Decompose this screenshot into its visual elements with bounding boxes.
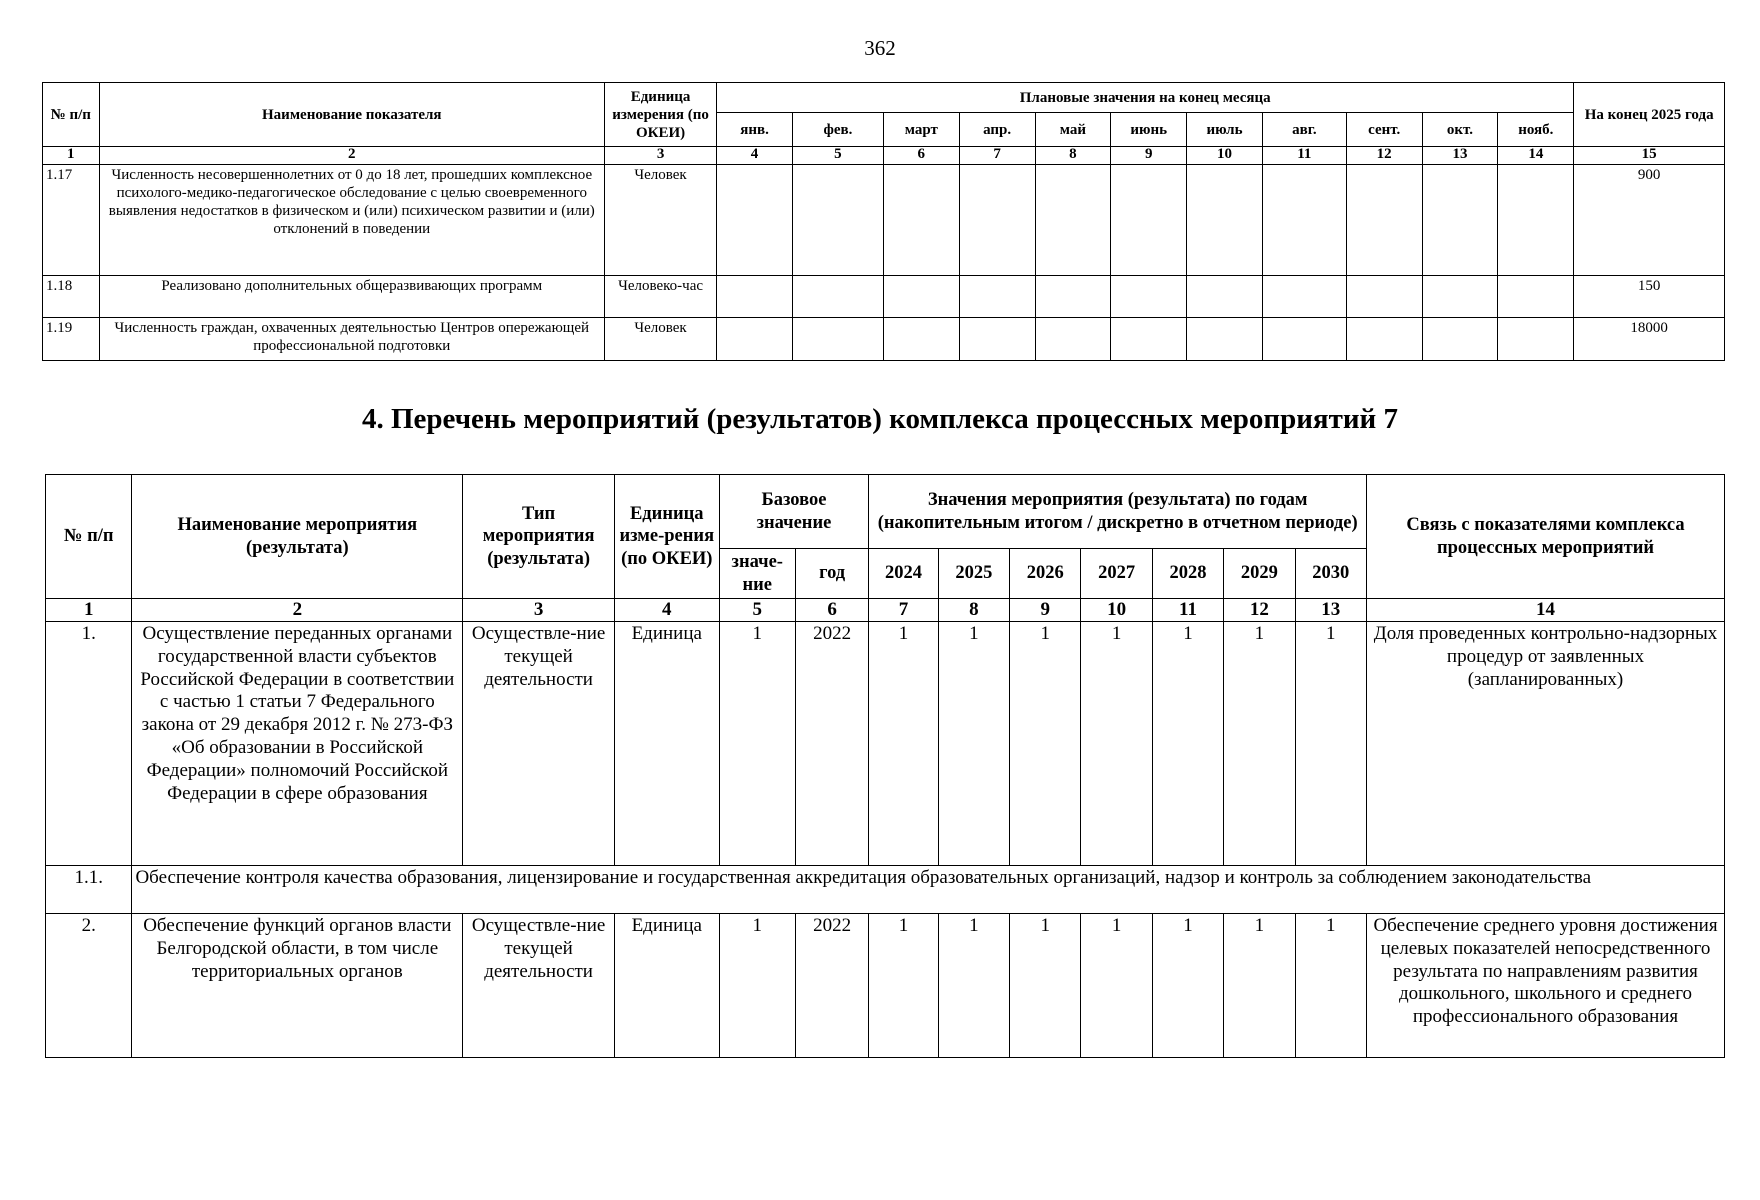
col-number: 1 — [43, 147, 100, 165]
col-number: 7 — [869, 599, 938, 622]
row-base-value: 1 — [719, 913, 795, 1057]
table-row — [43, 276, 1725, 318]
row-year-value: 1 — [1010, 621, 1081, 865]
row-year-value: 1 — [1081, 913, 1152, 1057]
subrow-num: 1.1. — [46, 865, 132, 913]
row-name: Осуществление переданных органами государственной власти субъектов Российской Федерации в соответствии с частью 1 статьи 7 Федерального закона от 29 декабря 2012 г. № 273-ФЗ «Об образовании в Российской Федерации» полномочий Российской Федерации в сфере образования — [132, 621, 463, 865]
row-base-year: 2022 — [795, 621, 868, 865]
header-month: авг. — [1262, 113, 1346, 147]
row-value: 18000 — [1574, 318, 1725, 361]
col-number: 14 — [1498, 147, 1574, 165]
row-unit: Человек — [604, 165, 716, 276]
row-year-value: 1 — [1224, 621, 1295, 865]
col-number: 13 — [1295, 599, 1366, 622]
row-year-value: 1 — [1224, 913, 1295, 1057]
col-number: 2 — [132, 599, 463, 622]
row-num: 1.18 — [43, 276, 100, 318]
col-number: 3 — [463, 599, 615, 622]
header-month: нояб. — [1498, 113, 1574, 147]
page-number: 362 — [864, 36, 896, 60]
col-number: 4 — [615, 599, 720, 622]
header-type: Тип мероприятия (результата) — [463, 475, 615, 599]
col-number: 7 — [959, 147, 1035, 165]
row-year-value: 1 — [869, 913, 938, 1057]
col-number: 13 — [1422, 147, 1498, 165]
col-number: 11 — [1262, 147, 1346, 165]
col-number: 12 — [1224, 599, 1295, 622]
row-link: Обеспечение среднего уровня достижения целевых показателей непосредственного результата по направлениям развития дошкольного, школьного и среднего профессионального образования — [1367, 913, 1725, 1057]
row-unit: Человеко-час — [604, 276, 716, 318]
header-num: № п/п — [43, 83, 100, 147]
row-num: 1.17 — [43, 165, 100, 276]
col-number: 2 — [99, 147, 604, 165]
row-name: Численность несовершеннолетних от 0 до 18 лет, прошедших комплексное психолого-медико-педагогическое обследование с целью своевременного выявления недостатков в физическом и (или) психическом развитии и (или) отклонений в поведении — [99, 165, 604, 276]
header-month: окт. — [1422, 113, 1498, 147]
row-unit: Единица — [615, 913, 720, 1057]
table-subrow — [46, 865, 1725, 913]
header-year: 2025 — [938, 549, 1009, 599]
header-end: На конец 2025 года — [1574, 83, 1725, 147]
row-name: Обеспечение функций органов власти Белгородской области, в том числе территориальных органов — [132, 913, 463, 1057]
row-year-value: 1 — [938, 621, 1009, 865]
header-base: Базовое значение — [719, 475, 869, 549]
header-link: Связь с показателями комплекса процессных мероприятий — [1367, 475, 1725, 599]
row-base-year: 2022 — [795, 913, 868, 1057]
row-year-value: 1 — [1295, 621, 1366, 865]
header-year: 2029 — [1224, 549, 1295, 599]
col-number: 14 — [1367, 599, 1725, 622]
header-year: 2030 — [1295, 549, 1366, 599]
indicators-table — [42, 82, 1725, 361]
row-year-value: 1 — [1295, 913, 1366, 1057]
col-number: 1 — [46, 599, 132, 622]
row-year-value: 1 — [1152, 913, 1223, 1057]
header-month: июль — [1187, 113, 1263, 147]
col-number: 4 — [717, 147, 793, 165]
col-number: 5 — [792, 147, 883, 165]
col-number: 8 — [938, 599, 1009, 622]
row-name: Численность граждан, охваченных деятельностью Центров опережающей профессиональной подготовки — [99, 318, 604, 361]
row-num: 1. — [46, 621, 132, 865]
row-year-value: 1 — [1081, 621, 1152, 865]
header-num: № п/п — [46, 475, 132, 599]
header-month: март — [883, 113, 959, 147]
row-year-value: 1 — [869, 621, 938, 865]
row-unit: Человек — [604, 318, 716, 361]
row-link: Доля проведенных контрольно-надзорных процедур от заявленных (запланированных) — [1367, 621, 1725, 865]
col-number: 8 — [1035, 147, 1111, 165]
header-month: май — [1035, 113, 1111, 147]
row-name: Реализовано дополнительных общеразвивающих программ — [99, 276, 604, 318]
header-unit: Единица изме-рения (по ОКЕИ) — [615, 475, 720, 599]
row-year-value: 1 — [1152, 621, 1223, 865]
header-year: 2024 — [869, 549, 938, 599]
col-number: 6 — [795, 599, 868, 622]
row-unit: Единица — [615, 621, 720, 865]
header-base-year: год — [795, 549, 868, 599]
table-row — [43, 318, 1725, 361]
header-month: апр. — [959, 113, 1035, 147]
header-month: июнь — [1111, 113, 1187, 147]
header-year: 2028 — [1152, 549, 1223, 599]
row-value: 150 — [1574, 276, 1725, 318]
header-base-value: значе-ние — [719, 549, 795, 599]
col-number: 9 — [1111, 147, 1187, 165]
subrow-text: Обеспечение контроля качества образования, лицензирование и государственная аккредитация образовательных организаций, надзор и контроль за соблюдением законодательства — [132, 865, 1725, 913]
row-year-value: 1 — [938, 913, 1009, 1057]
header-planned: Плановые значения на конец месяца — [717, 83, 1574, 113]
table-row — [46, 913, 1725, 1057]
col-number: 12 — [1346, 147, 1422, 165]
col-number: 5 — [719, 599, 795, 622]
header-name: Наименование мероприятия (результата) — [132, 475, 463, 599]
header-month: янв. — [717, 113, 793, 147]
row-value: 900 — [1574, 165, 1725, 276]
col-number: 6 — [883, 147, 959, 165]
header-name: Наименование показателя — [99, 83, 604, 147]
col-number: 15 — [1574, 147, 1725, 165]
section-title: 4. Перечень мероприятий (результатов) комплекса процессных мероприятий 7 — [361, 403, 1399, 435]
header-year: 2026 — [1010, 549, 1081, 599]
col-number: 10 — [1187, 147, 1263, 165]
table-row — [43, 165, 1725, 276]
col-number: 3 — [604, 147, 716, 165]
row-num: 1.19 — [43, 318, 100, 361]
row-num: 2. — [46, 913, 132, 1057]
header-month: сент. — [1346, 113, 1422, 147]
header-year: 2027 — [1081, 549, 1152, 599]
row-type: Осуществле-ние текущей деятельности — [463, 913, 615, 1057]
header-month: фев. — [792, 113, 883, 147]
measures-table — [45, 474, 1725, 1058]
table-row — [46, 621, 1725, 865]
col-number: 10 — [1081, 599, 1152, 622]
header-unit: Единица измерения (по ОКЕИ) — [604, 83, 716, 147]
row-year-value: 1 — [1010, 913, 1081, 1057]
row-type: Осуществле-ние текущей деятельности — [463, 621, 615, 865]
col-number: 11 — [1152, 599, 1223, 622]
row-base-value: 1 — [719, 621, 795, 865]
col-number: 9 — [1010, 599, 1081, 622]
header-values: Значения мероприятия (результата) по годам (накопительным итогом / дискретно в отчетном периоде) — [869, 475, 1367, 549]
